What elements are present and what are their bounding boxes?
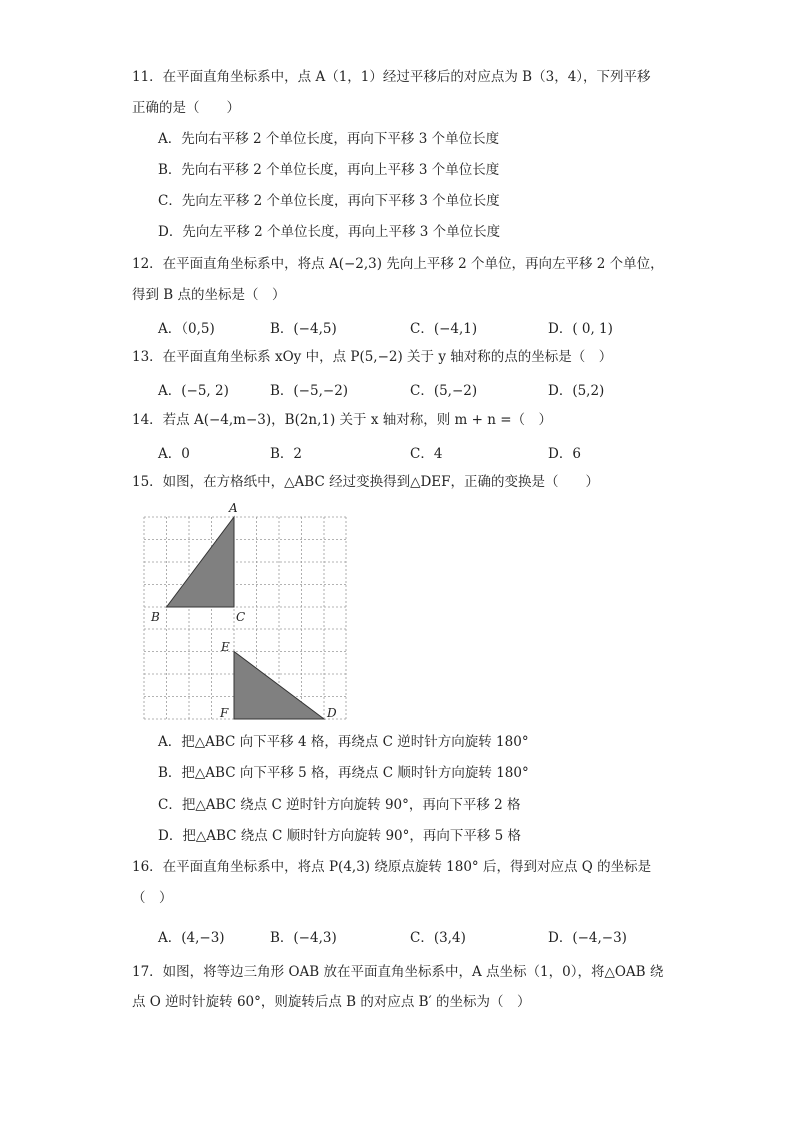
- q15-option-b: B．把△ABC 向下平移 5 格，再绕点 C 顺时针方向旋转 180°: [158, 765, 529, 781]
- q16-stem-line2: （ ）: [132, 890, 173, 906]
- q15-stem: 15．如图，在方格纸中，△ABC 经过变换得到△DEF，正确的变换是（ ）: [132, 474, 600, 490]
- q13-stem: 13．在平面直角坐标系 xOy 中，点 P(5,−2) 关于 y 轴对称的点的坐标是（ ）: [132, 349, 613, 365]
- q14-option-d: D．6: [548, 446, 581, 462]
- q13-option-b: B．(−5,−2): [270, 383, 349, 399]
- label-e: E: [221, 640, 230, 654]
- q14-stem: 14．若点 A(−4,m−3)，B(2n,1) 关于 x 轴对称，则 m + n =（ ）: [132, 412, 553, 428]
- q14-options: [0, 442, 794, 460]
- q15-option-c: C．把△ABC 绕点 C 逆时针方向旋转 90°，再向下平移 2 格: [158, 797, 521, 813]
- label-f: F: [220, 706, 229, 720]
- label-c: C: [236, 610, 246, 624]
- q16-option-a: A．(4,−3): [158, 930, 225, 946]
- label-b: B: [151, 610, 160, 624]
- q11-option-d: D．先向左平移 2 个单位长度，再向上平移 3 个单位长度: [158, 224, 501, 240]
- q12-stem-line1: 12．在平面直角坐标系中，将点 A(−2,3) 先向上平移 2 个单位，再向左平移 2 个单位，: [132, 256, 664, 272]
- label-a: A: [229, 501, 238, 515]
- q16-option-b: B．(−4,3): [270, 930, 337, 946]
- q17-stem-line2: 点 O 逆时针旋转 60°，则旋转后点 B 的对应点 B′ 的坐标为（ ）: [132, 994, 531, 1010]
- q13-option-d: D．(5,2): [548, 383, 605, 399]
- q16-option-c: C．(3,4): [410, 930, 466, 946]
- q12-option-c: C．(−4,1): [410, 321, 478, 337]
- q13-options: [0, 379, 794, 397]
- label-d: D: [327, 706, 337, 720]
- q14-option-b: B．2: [270, 446, 303, 462]
- q11-stem-line1: 11．在平面直角坐标系中，点 A（1，1）经过平移后的对应点为 B（3，4），下列平移: [132, 69, 651, 85]
- q17-stem-line1: 17．如图，将等边三角形 OAB 放在平面直角坐标系中，A 点坐标（1，0），将△OAB 绕: [132, 964, 664, 980]
- q14-option-c: C．4: [410, 446, 443, 462]
- q12-options: [0, 317, 794, 335]
- q11-option-a: A．先向右平移 2 个单位长度，再向下平移 3 个单位长度: [158, 131, 500, 147]
- q12-option-a: A．（0,5): [158, 321, 215, 337]
- q15-option-a: A．把△ABC 向下平移 4 格，再绕点 C 逆时针方向旋转 180°: [158, 734, 529, 750]
- q13-option-a: A．(−5, 2): [158, 383, 229, 399]
- q11-stem-line2: 正确的是（ ）: [132, 100, 240, 116]
- q16-options: [0, 926, 794, 944]
- q14-option-a: A．0: [158, 446, 190, 462]
- q12-option-d: D．( 0, 1): [548, 321, 613, 337]
- q15-grid-figure: [135, 500, 355, 730]
- q11-option-b: B．先向右平移 2 个单位长度，再向上平移 3 个单位长度: [158, 162, 500, 178]
- q12-option-b: B．(−4,5): [270, 321, 337, 337]
- q12-stem-line2: 得到 B 点的坐标是（ ）: [132, 287, 286, 303]
- q16-stem-line1: 16．在平面直角坐标系中，将点 P(4,3) 绕原点旋转 180° 后，得到对应点 Q 的坐标是: [132, 859, 652, 875]
- q13-option-c: C．(5,−2): [410, 383, 478, 399]
- q15-option-d: D．把△ABC 绕点 C 顺时针方向旋转 90°，再向下平移 5 格: [158, 828, 522, 844]
- q16-option-d: D．(−4,−3): [548, 930, 627, 946]
- q11-option-c: C．先向左平移 2 个单位长度，再向下平移 3 个单位长度: [158, 193, 500, 209]
